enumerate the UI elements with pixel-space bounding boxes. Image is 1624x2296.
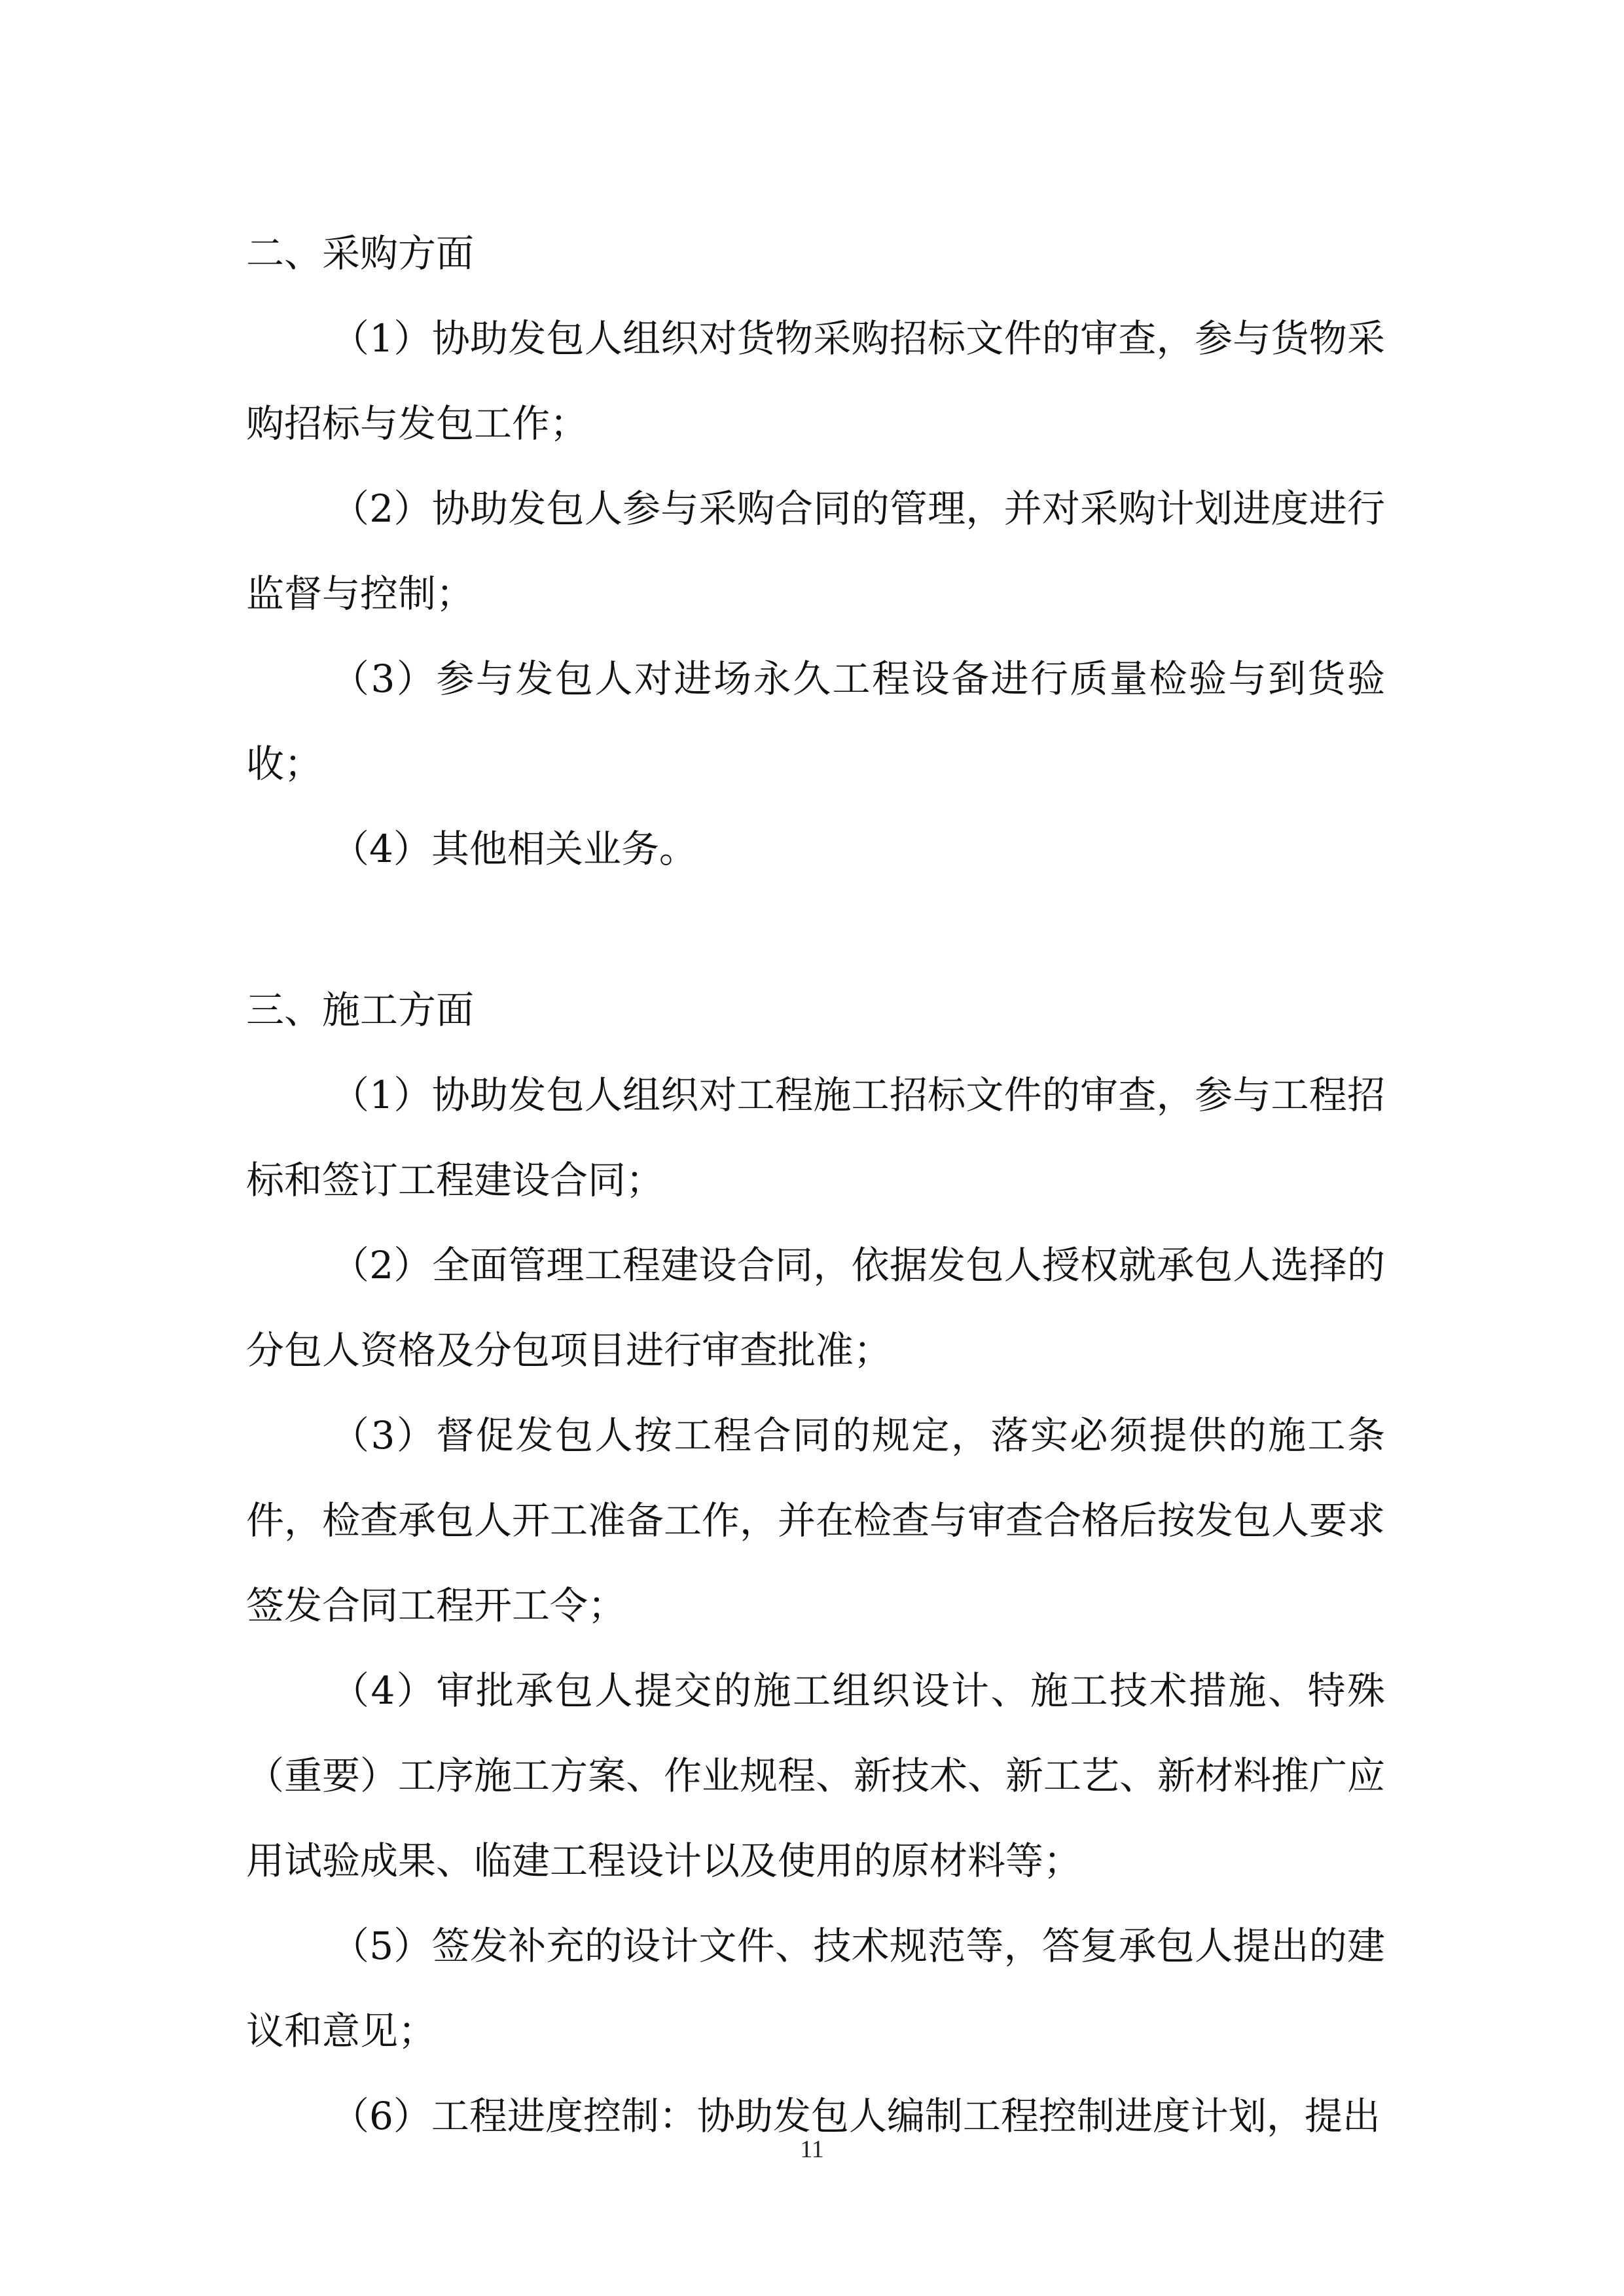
construction-item-5: （5）签发补充的设计文件、技术规范等，答复承包人提出的建议和意见； xyxy=(246,1924,1385,2053)
construction-item-3: （3）督促发包人按工程合同的规定，落实必须提供的施工条件，检查承包人开工准备工作，并在检查与审查合格后按发包人要求签发合同工程开工令； xyxy=(246,1413,1386,1628)
construction-item-1: （1）协助发包人组织对工程施工招标文件的审查，参与工程招标和签订工程建设合同； xyxy=(246,1073,1385,1202)
page-number: 11 xyxy=(800,2136,824,2163)
procurement-item-1: （1）协助发包人组织对货物采购招标文件的审查，参与货物采购招标与发包工作； xyxy=(246,316,1385,446)
procurement-item-3: （3）参与发包人对进场永久工程设备进行质量检验与到货验收； xyxy=(246,656,1385,786)
construction-item-6: （6）工程进度控制：协助发包人编制工程控制进度计划，提出 xyxy=(331,2094,1380,2138)
section-heading-construction: 三、施工方面 xyxy=(246,988,475,1032)
construction-item-2: （2）全面管理工程建设合同，依据发包人授权就承包人选择的分包人资格及分包项目进行审查批准； xyxy=(246,1243,1385,1372)
document-body xyxy=(246,211,1385,2159)
procurement-item-2: （2）协助发包人参与采购合同的管理，并对采购计划进度进行监督与控制； xyxy=(246,486,1385,616)
construction-item-4: （4）审批承包人提交的施工组织设计、施工技术措施、特殊（重要）工序施工方案、作业规程、新技术、新工艺、新材料推广应用试验成果、临建工程设计以及使用的原材料等； xyxy=(246,1668,1386,1883)
section-spacer xyxy=(246,891,1385,967)
section-heading-procurement: 二、采购方面 xyxy=(246,231,475,276)
procurement-item-4: （4）其他相关业务。 xyxy=(331,827,697,871)
